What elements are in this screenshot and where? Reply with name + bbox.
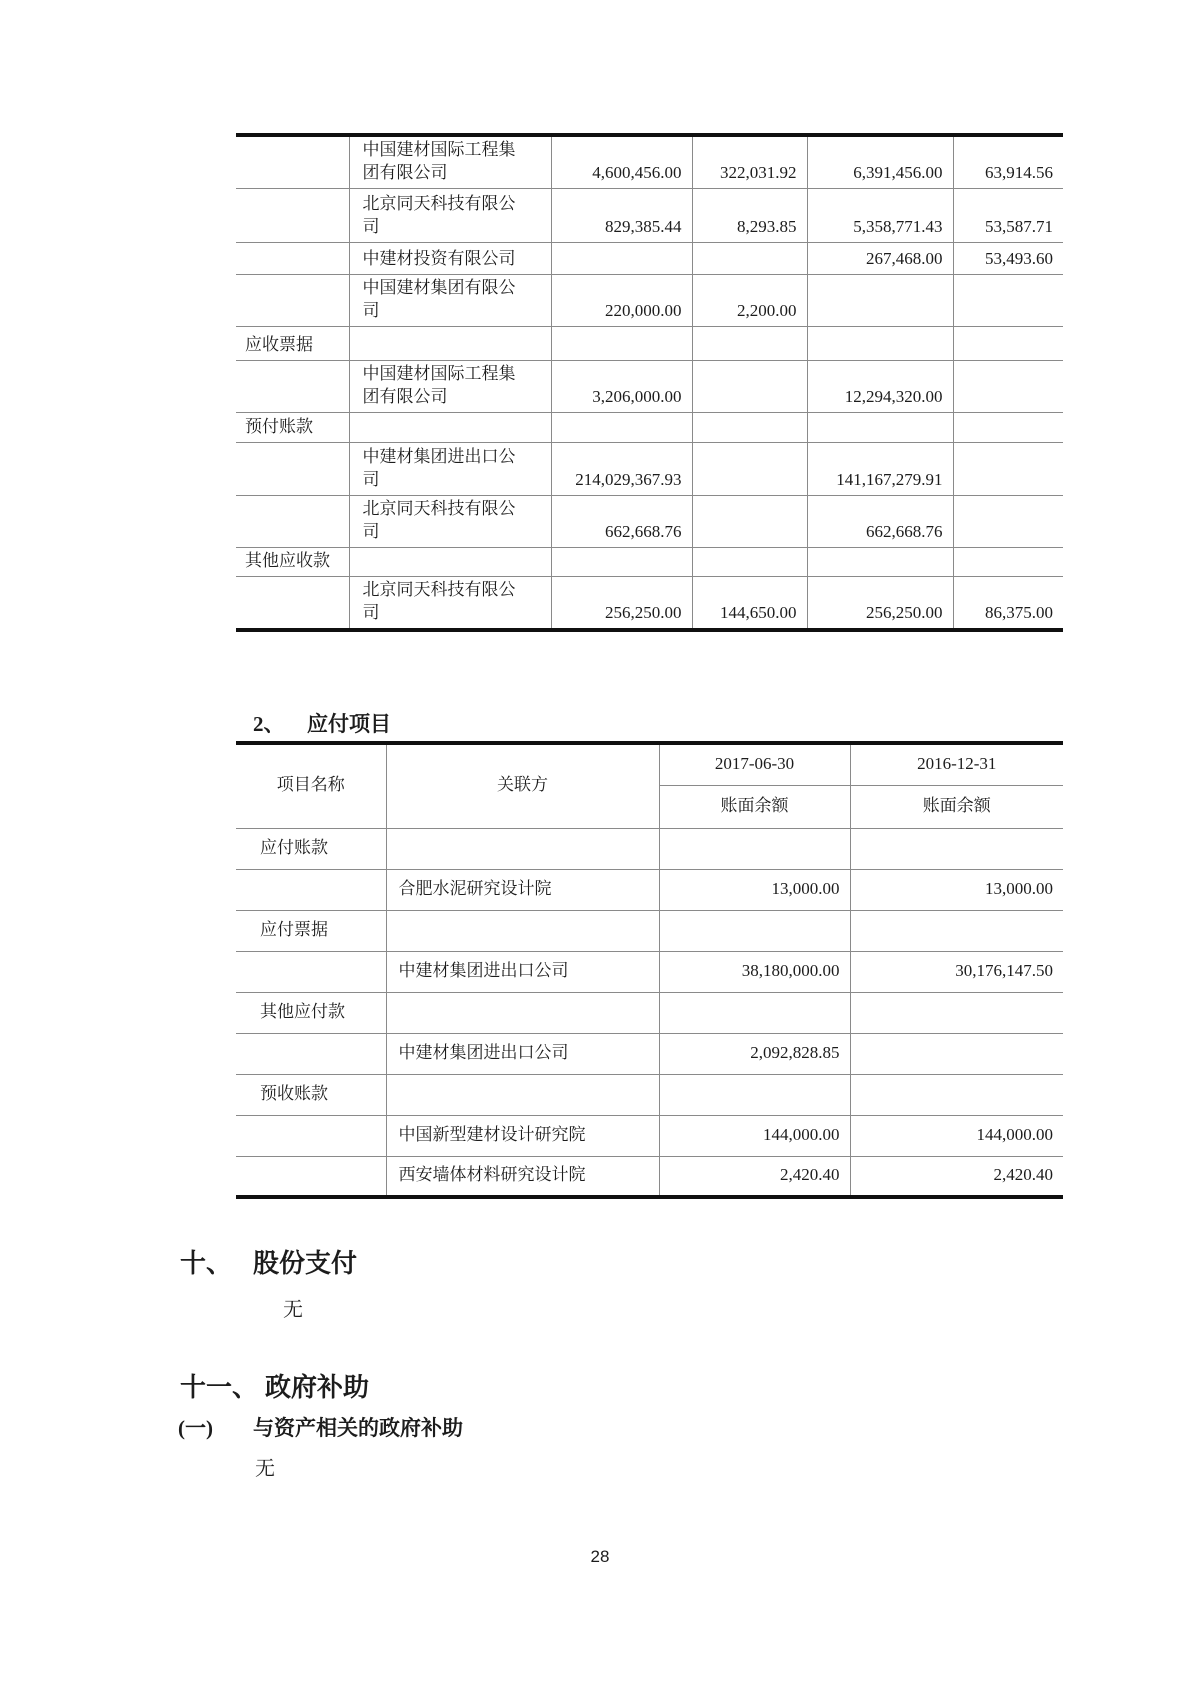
amount-cell bbox=[659, 910, 850, 951]
item-cell bbox=[236, 443, 349, 496]
column-header-item: 项目名称 bbox=[236, 743, 386, 828]
table-row bbox=[236, 1074, 1063, 1115]
item-cell: 应收票据 bbox=[236, 327, 349, 361]
amount-cell bbox=[953, 548, 1063, 577]
amount-cell bbox=[551, 243, 692, 275]
party-cell bbox=[386, 910, 659, 951]
amount-cell: 5,358,771.43 bbox=[807, 189, 953, 243]
party-cell: 北京同天科技有限公司 bbox=[349, 577, 551, 631]
amount-cell: 3,206,000.00 bbox=[551, 361, 692, 413]
item-cell bbox=[236, 135, 349, 189]
amount-cell: 53,493.60 bbox=[953, 243, 1063, 275]
subsection-title: 与资产相关的政府补助 bbox=[253, 1416, 463, 1440]
amount-cell: 4,600,456.00 bbox=[551, 135, 692, 189]
table-row bbox=[236, 327, 1063, 361]
amount-cell: 30,176,147.50 bbox=[850, 951, 1063, 992]
amount-cell bbox=[692, 496, 807, 548]
party-cell bbox=[386, 828, 659, 869]
item-cell bbox=[236, 189, 349, 243]
subsection-body-none: 无 bbox=[255, 1458, 275, 1480]
amount-cell: 12,294,320.00 bbox=[807, 361, 953, 413]
item-cell: 预收账款 bbox=[236, 1074, 386, 1115]
page-number: 28 bbox=[590, 1547, 610, 1566]
amount-cell: 144,650.00 bbox=[692, 577, 807, 631]
column-header-period1: 2017-06-30 bbox=[659, 743, 850, 785]
section-heading-payables bbox=[253, 708, 391, 738]
amount-cell bbox=[953, 327, 1063, 361]
amount-cell bbox=[850, 1074, 1063, 1115]
amount-cell: 829,385.44 bbox=[551, 189, 692, 243]
party-cell bbox=[386, 992, 659, 1033]
party-cell: 中国建材国际工程集团有限公司 bbox=[349, 135, 551, 189]
amount-cell bbox=[692, 443, 807, 496]
table-row bbox=[236, 869, 1063, 910]
amount-cell: 214,029,367.93 bbox=[551, 443, 692, 496]
amount-cell: 2,420.40 bbox=[659, 1156, 850, 1197]
amount-cell bbox=[807, 327, 953, 361]
amount-cell bbox=[807, 275, 953, 327]
table-row bbox=[236, 1033, 1063, 1074]
amount-cell: 13,000.00 bbox=[659, 869, 850, 910]
section-title: 应付项目 bbox=[307, 712, 391, 736]
party-cell: 中建材集团进出口公司 bbox=[386, 951, 659, 992]
party-cell: 北京同天科技有限公司 bbox=[349, 496, 551, 548]
amount-cell: 6,391,456.00 bbox=[807, 135, 953, 189]
amount-cell bbox=[692, 548, 807, 577]
section-title: 股份支付 bbox=[253, 1249, 358, 1278]
amount-cell: 322,031.92 bbox=[692, 135, 807, 189]
payables-table bbox=[236, 741, 1063, 1199]
amount-cell: 8,293.85 bbox=[692, 189, 807, 243]
party-cell: 合肥水泥研究设计院 bbox=[386, 869, 659, 910]
section-number: 2、 bbox=[253, 712, 285, 736]
amount-cell bbox=[692, 413, 807, 443]
amount-cell: 53,587.71 bbox=[953, 189, 1063, 243]
amount-cell: 662,668.76 bbox=[807, 496, 953, 548]
party-cell bbox=[386, 1074, 659, 1115]
amount-cell bbox=[551, 327, 692, 361]
amount-cell bbox=[692, 243, 807, 275]
item-cell bbox=[236, 1115, 386, 1156]
amount-cell bbox=[850, 992, 1063, 1033]
section-body-none: 无 bbox=[283, 1299, 303, 1321]
table-row bbox=[236, 135, 1063, 189]
table-row bbox=[236, 243, 1063, 275]
amount-cell bbox=[850, 1033, 1063, 1074]
party-cell: 中国新型建材设计研究院 bbox=[386, 1115, 659, 1156]
amount-cell bbox=[659, 992, 850, 1033]
item-cell bbox=[236, 243, 349, 275]
item-cell: 其他应付款 bbox=[236, 992, 386, 1033]
column-header-period2: 2016-12-31 bbox=[850, 743, 1063, 785]
section-heading-share-payment bbox=[180, 1243, 357, 1280]
item-cell bbox=[236, 275, 349, 327]
amount-cell: 2,420.40 bbox=[850, 1156, 1063, 1197]
amount-cell bbox=[953, 275, 1063, 327]
item-cell bbox=[236, 496, 349, 548]
party-cell bbox=[349, 548, 551, 577]
item-cell bbox=[236, 361, 349, 413]
table-row bbox=[236, 413, 1063, 443]
amount-cell: 13,000.00 bbox=[850, 869, 1063, 910]
amount-cell bbox=[850, 828, 1063, 869]
table-row bbox=[236, 828, 1063, 869]
amount-cell bbox=[551, 413, 692, 443]
party-cell: 西安墙体材料研究设计院 bbox=[386, 1156, 659, 1197]
party-cell: 中建材投资有限公司 bbox=[349, 243, 551, 275]
amount-cell bbox=[551, 548, 692, 577]
amount-cell bbox=[659, 828, 850, 869]
party-cell bbox=[349, 327, 551, 361]
table-row bbox=[236, 951, 1063, 992]
table-row bbox=[236, 496, 1063, 548]
party-cell bbox=[349, 413, 551, 443]
table-row bbox=[236, 910, 1063, 951]
subsection-heading-asset-grants bbox=[178, 1412, 463, 1442]
amount-cell: 267,468.00 bbox=[807, 243, 953, 275]
amount-cell: 2,092,828.85 bbox=[659, 1033, 850, 1074]
item-cell bbox=[236, 577, 349, 631]
amount-cell: 141,167,279.91 bbox=[807, 443, 953, 496]
item-cell: 应付账款 bbox=[236, 828, 386, 869]
party-cell: 中建材集团进出口公司 bbox=[386, 1033, 659, 1074]
party-cell: 中国建材国际工程集团有限公司 bbox=[349, 361, 551, 413]
section-number: 十一、 bbox=[180, 1373, 259, 1402]
amount-cell: 144,000.00 bbox=[850, 1115, 1063, 1156]
table-row bbox=[236, 548, 1063, 577]
item-cell bbox=[236, 1156, 386, 1197]
amount-cell: 256,250.00 bbox=[807, 577, 953, 631]
table-row bbox=[236, 189, 1063, 243]
item-cell: 应付票据 bbox=[236, 910, 386, 951]
table-row bbox=[236, 275, 1063, 327]
party-cell: 北京同天科技有限公司 bbox=[349, 189, 551, 243]
amount-cell bbox=[807, 413, 953, 443]
table-row bbox=[236, 443, 1063, 496]
party-cell: 中国建材集团有限公司 bbox=[349, 275, 551, 327]
amount-cell: 86,375.00 bbox=[953, 577, 1063, 631]
amount-cell bbox=[953, 443, 1063, 496]
item-cell: 预付账款 bbox=[236, 413, 349, 443]
amount-cell bbox=[807, 548, 953, 577]
amount-cell bbox=[953, 413, 1063, 443]
amount-cell bbox=[659, 1074, 850, 1115]
amount-cell: 220,000.00 bbox=[551, 275, 692, 327]
section-heading-gov-grants bbox=[180, 1367, 369, 1404]
amount-cell: 63,914.56 bbox=[953, 135, 1063, 189]
subsection-number: (一) bbox=[178, 1416, 213, 1440]
column-header-balance1: 账面余额 bbox=[659, 785, 850, 828]
amount-cell: 2,200.00 bbox=[692, 275, 807, 327]
amount-cell: 144,000.00 bbox=[659, 1115, 850, 1156]
table-row bbox=[236, 992, 1063, 1033]
amount-cell bbox=[692, 327, 807, 361]
amount-cell bbox=[692, 361, 807, 413]
related-receivables-table bbox=[236, 133, 1063, 632]
table-row bbox=[236, 577, 1063, 631]
section-title: 政府补助 bbox=[265, 1373, 370, 1402]
section-number: 十、 bbox=[180, 1249, 233, 1278]
column-header-balance2: 账面余额 bbox=[850, 785, 1063, 828]
header-row bbox=[236, 743, 1063, 785]
amount-cell bbox=[953, 361, 1063, 413]
table-row bbox=[236, 1156, 1063, 1197]
table-row bbox=[236, 361, 1063, 413]
amount-cell: 662,668.76 bbox=[551, 496, 692, 548]
amount-cell: 38,180,000.00 bbox=[659, 951, 850, 992]
amount-cell: 256,250.00 bbox=[551, 577, 692, 631]
item-cell: 其他应收款 bbox=[236, 548, 349, 577]
amount-cell bbox=[953, 496, 1063, 548]
item-cell bbox=[236, 951, 386, 992]
item-cell bbox=[236, 869, 386, 910]
table-row bbox=[236, 1115, 1063, 1156]
party-cell: 中建材集团进出口公司 bbox=[349, 443, 551, 496]
amount-cell bbox=[850, 910, 1063, 951]
column-header-party: 关联方 bbox=[386, 743, 659, 828]
item-cell bbox=[236, 1033, 386, 1074]
